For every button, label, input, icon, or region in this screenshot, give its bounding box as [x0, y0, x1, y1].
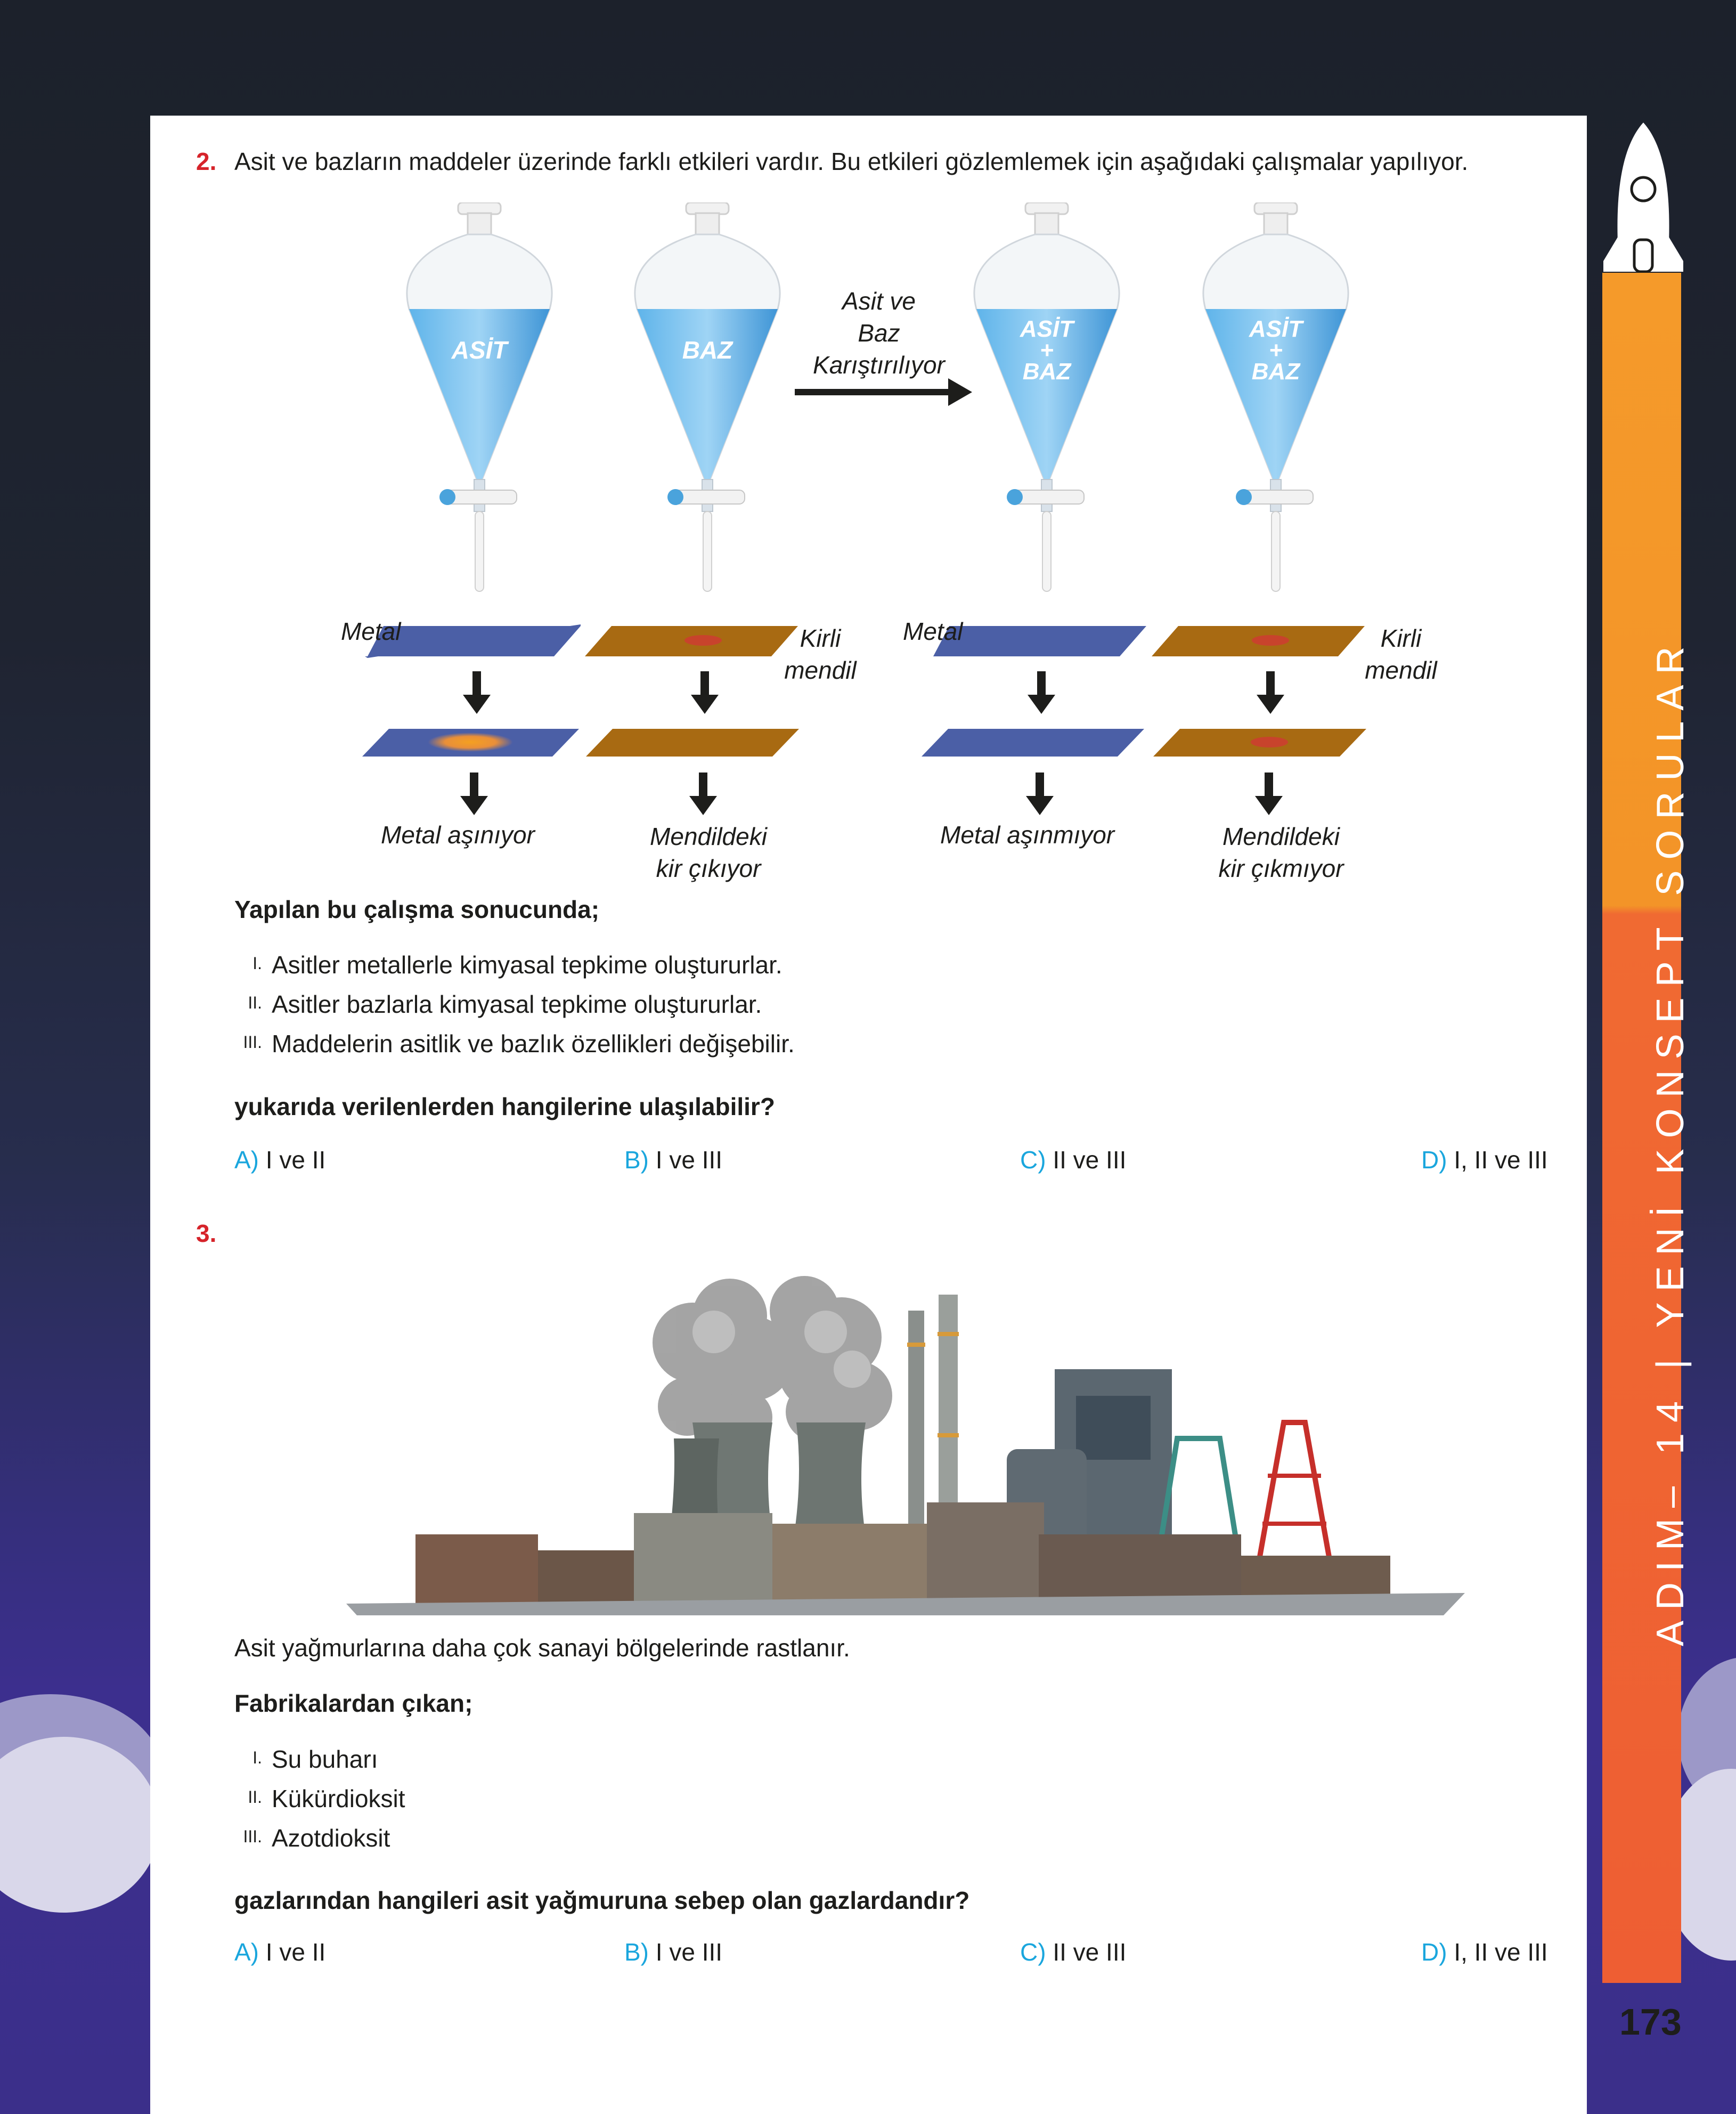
q2-numeral-3: III.	[243, 1032, 262, 1052]
q2-numeral-2: II.	[248, 993, 262, 1012]
q2-item-1: Asitler metallerle kimyasal tepkime oluştururlar.	[272, 951, 783, 979]
q2-option-a[interactable]: A) I ve II	[234, 1146, 326, 1174]
result-2: Mendildeki kir çıkıyor	[650, 823, 767, 882]
funnel-mix-1	[974, 202, 1119, 591]
label-metal-1: Metal	[341, 617, 401, 645]
q2-item-3: Maddelerin asitlik ve bazlık özellikleri değişebilir.	[272, 1030, 795, 1058]
label-kirli-2: Kirli mendil	[1365, 624, 1437, 684]
q3-option-c[interactable]: C) II ve III	[1020, 1938, 1127, 1966]
metal-plate-2	[933, 626, 1146, 656]
funnel-label-2: BAZ	[682, 336, 733, 364]
q2-stem: Asit ve bazların maddeler üzerinde farklı etkileri vardır. Bu etkileri gözlemlemek için aşağıdaki çalışmalar yapılıyor.	[234, 148, 1469, 175]
label-metal-2: Metal	[903, 617, 963, 645]
q3-numeral-2: II.	[248, 1787, 262, 1807]
mix-arrow-head	[948, 378, 972, 406]
q2-number: 2.	[196, 148, 217, 175]
mix-label-line1: Asit ve	[842, 287, 916, 315]
funnel-label-3: ASİT + BAZ	[1020, 316, 1074, 385]
q2-question: yukarıda verilenlerden hangilerine ulaşılabilir?	[234, 1093, 775, 1120]
metal-plate-2-after	[922, 729, 1144, 757]
q3-item-2: Kükürdioksit	[272, 1785, 405, 1812]
q2-option-d[interactable]: D) I, II ve III	[1421, 1146, 1548, 1174]
q3-intro: Asit yağmurlarına daha çok sanayi bölgelerinde rastlanır.	[234, 1634, 850, 1662]
dirt-spot-2	[1252, 635, 1289, 646]
rocket-icon	[1598, 117, 1689, 277]
arrow-down-5	[460, 773, 488, 815]
q3-numeral-3: III.	[243, 1827, 262, 1846]
mix-label-line3: Karıştırılıyor	[813, 351, 945, 379]
page-number: 173	[1619, 2001, 1682, 2043]
sidebar-title: ADIM– 14 | YENİ KONSEPT SORULAR	[1649, 636, 1692, 1646]
q3-number: 3.	[196, 1219, 217, 1247]
cloth-1-after	[586, 729, 799, 757]
arrow-down-8	[1255, 773, 1283, 815]
q2-numeral-1: I.	[252, 954, 262, 973]
funnel-label-4: ASİT + BAZ	[1249, 316, 1303, 385]
funnel-label-1: ASİT	[451, 336, 508, 364]
arrow-down-7	[1026, 773, 1054, 815]
corrosion-spot	[428, 733, 513, 752]
q2-item-2: Asitler bazlarla kimyasal tepkime oluştururlar.	[272, 990, 762, 1018]
result-1: Metal aşınıyor	[381, 821, 535, 849]
q2-option-b[interactable]: B) I ve III	[624, 1146, 723, 1174]
mix-label-line2: Baz	[858, 319, 900, 347]
mix-arrow-shaft	[795, 389, 949, 395]
q3-option-b[interactable]: B) I ve III	[624, 1938, 723, 1966]
arrow-down-1	[463, 671, 491, 714]
label-kirli-1: Kirli mendil	[784, 624, 857, 684]
q3-option-a[interactable]: A) I ve II	[234, 1938, 326, 1966]
q2-option-c[interactable]: C) II ve III	[1020, 1146, 1127, 1174]
result-3: Metal aşınmıyor	[940, 821, 1115, 849]
dirt-spot-1	[684, 635, 722, 646]
arrow-down-2	[691, 671, 719, 714]
arrow-down-6	[689, 773, 717, 815]
q3-question: gazlarından hangileri asit yağmuruna sebep olan gazlardandır?	[234, 1887, 970, 1914]
q3-numeral-1: I.	[252, 1748, 262, 1767]
dirt-spot-2-after	[1251, 737, 1288, 747]
funnel-base	[635, 202, 780, 591]
funnel-mix-2	[1203, 202, 1348, 591]
q2-lead: Yapılan bu çalışma sonucunda;	[234, 896, 600, 923]
funnel-acid	[407, 202, 552, 591]
arrow-down-3	[1028, 671, 1055, 714]
q3-item-3: Azotdioksit	[272, 1824, 390, 1852]
q3-item-1: Su buharı	[272, 1745, 378, 1773]
result-4: Mendildeki kir çıkmıyor	[1218, 823, 1344, 882]
q3-lead: Fabrikalardan çıkan;	[234, 1689, 473, 1717]
arrow-down-4	[1257, 671, 1284, 714]
q3-option-d[interactable]: D) I, II ve III	[1421, 1938, 1548, 1966]
factory-illustration	[346, 1236, 1465, 1620]
